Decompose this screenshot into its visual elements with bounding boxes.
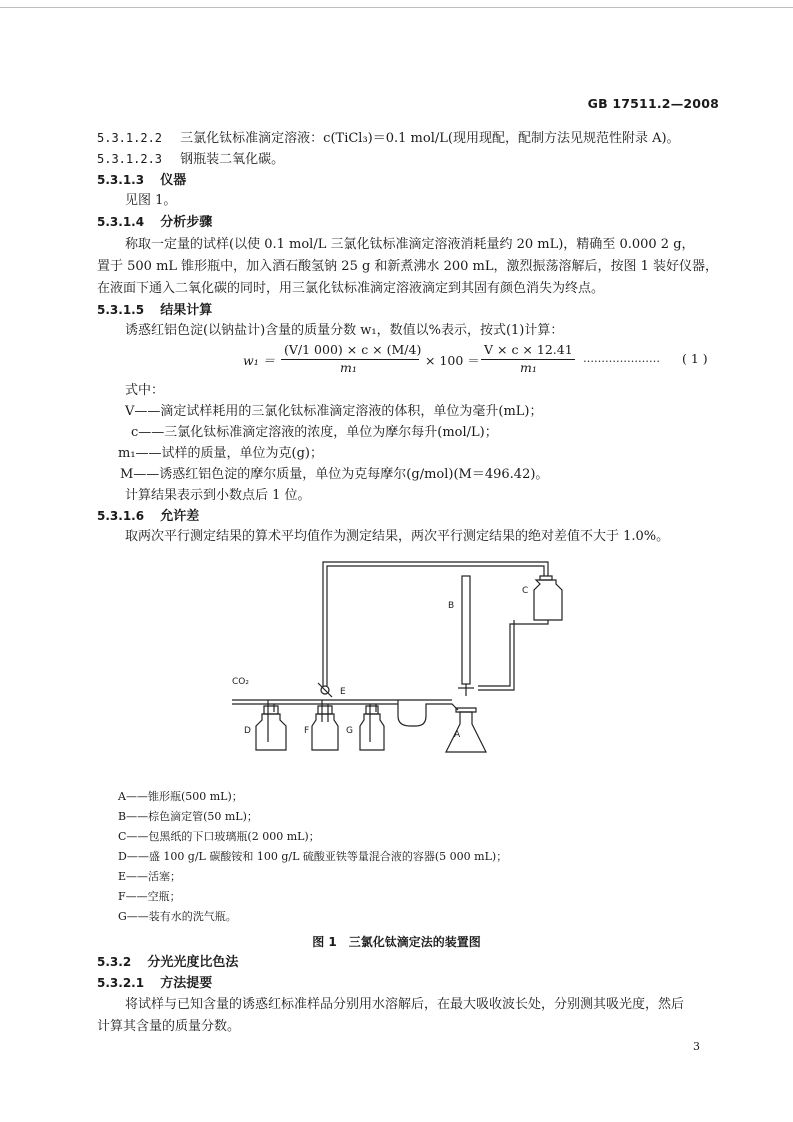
legend-item-G: G——装有水的洗气瓶。 bbox=[118, 910, 237, 923]
figure-label-D: D bbox=[244, 726, 251, 736]
definition-m1: m₁——试样的质量，单位为克(g)； bbox=[118, 446, 324, 461]
procedure-line-2: 置于 500 mL 锥形瓶中，加入酒石酸氢钠 25 g 和新煮沸水 200 mL，激烈振荡溶解后，按图 1 装好仪器， bbox=[97, 259, 719, 274]
figure-label-co2: CO₂ bbox=[232, 677, 249, 687]
clause-number: 5.3.2 bbox=[97, 955, 132, 969]
tolerance-text: 取两次平行测定结果的算术平均值作为测定结果，两次平行测定结果的绝对差值不大于 1.0%。 bbox=[125, 529, 670, 544]
legend-item-F: F——空瓶； bbox=[118, 890, 181, 903]
figure-label-B: B bbox=[448, 601, 455, 611]
formula-denominator-2: m₁ bbox=[520, 360, 537, 375]
standard-id: GB 17511.2—2008 bbox=[587, 96, 719, 111]
bottle-C bbox=[534, 580, 562, 620]
formula-times-100: × 100 ＝ bbox=[425, 353, 480, 368]
legend-item-C: C——包黑纸的下口玻璃瓶(2 000 mL)； bbox=[118, 830, 320, 843]
figure-label-G: G bbox=[346, 726, 353, 736]
figure-label-F: F bbox=[304, 726, 310, 736]
figure-label-E: E bbox=[340, 687, 346, 697]
flask-A bbox=[446, 712, 486, 752]
see-figure-text: 见图 1。 bbox=[125, 193, 177, 208]
clause-5-3-2-1 bbox=[97, 975, 212, 992]
clause-number: 5.3.1.3 bbox=[97, 173, 145, 187]
where-label: 式中： bbox=[125, 383, 165, 398]
clause-title: 仪器 bbox=[160, 173, 187, 188]
formula-numerator-1: (V/1 000) × c × (M/4) bbox=[284, 342, 422, 357]
clause-text: 三氯化钛标准滴定溶液：c(TiCl₃)＝0.1 mol/L(现用现配，配制方法见规范性附录 A)。 bbox=[180, 131, 680, 146]
definition-c: c——三氯化钛标准滴定溶液的浓度，单位为摩尔每升(mol/L)； bbox=[131, 425, 498, 440]
calculation-intro: 诱惑红铝色淀(以钠盐计)含量的质量分数 w₁，数值以%表示，按式(1)计算： bbox=[125, 323, 564, 338]
summary-line-1: 将试样与已知含量的诱惑红标准样品分别用水溶解后，在最大吸收波长处，分别测其吸光度，然后 bbox=[125, 997, 685, 1012]
definition-V: V——滴定试样耗用的三氯化钛标准滴定溶液的体积，单位为毫升(mL)； bbox=[125, 404, 543, 419]
procedure-line-3: 在液面下通入二氧化碳的同时，用三氯化钛标准滴定溶液滴定到其固有颜色消失为终点。 bbox=[97, 281, 605, 296]
legend-item-D: D——盛 100 g/L 碳酸铵和 100 g/L 硫酸亚铁等量混合液的容器(5 000 mL)； bbox=[118, 850, 508, 863]
bottle-D bbox=[256, 714, 286, 750]
legend-item-B: B——棕色滴定管(50 mL)； bbox=[118, 810, 258, 823]
formula-denominator-1: m₁ bbox=[340, 360, 357, 375]
summary-line-2: 计算其含量的质量分数。 bbox=[97, 1019, 241, 1034]
clause-number: 5.3.1.5 bbox=[97, 303, 145, 317]
clause-number: 5.3.1.4 bbox=[97, 215, 145, 229]
clause-title: 结果计算 bbox=[160, 303, 213, 318]
bottle-G bbox=[360, 714, 384, 750]
definition-M: M——诱惑红铝色淀的摩尔质量，单位为克每摩尔(g/mol)(M＝496.42)。 bbox=[120, 467, 549, 482]
figure-label-A: A bbox=[454, 730, 461, 740]
formula-numerator-2: V × c × 12.41 bbox=[484, 342, 573, 357]
clause-title: 允许差 bbox=[160, 509, 200, 524]
clause-5-3-2 bbox=[97, 954, 238, 971]
page-number: 3 bbox=[693, 1040, 700, 1053]
figure-label-C: C bbox=[522, 586, 529, 596]
gas-loop bbox=[398, 700, 458, 726]
clause-number: 5.3.1.2.3 bbox=[97, 152, 163, 166]
clause-number: 5.3.1.6 bbox=[97, 509, 145, 523]
clause-number: 5.3.1.2.2 bbox=[97, 131, 163, 145]
legend-item-A: A——锥形瓶(500 mL)； bbox=[118, 790, 243, 803]
clause-title: 分析步骤 bbox=[160, 215, 213, 230]
formula-leader-dots: ………………… bbox=[583, 352, 660, 365]
feed-tube bbox=[478, 620, 548, 686]
clause-title: 分光光度比色法 bbox=[147, 955, 239, 970]
bottle-F bbox=[312, 714, 338, 750]
procedure-line-1: 称取一定量的试样(以使 0.1 mol/L 三氯化钛标准滴定溶液消耗量约 20 mL)，精确至 0.000 2 g， bbox=[125, 237, 695, 252]
equation-number: ( 1 ) bbox=[682, 351, 708, 366]
clause-title: 方法提要 bbox=[160, 976, 213, 991]
burette-B bbox=[462, 576, 470, 684]
legend-item-E: E——活塞； bbox=[118, 870, 182, 883]
clause-number: 5.3.2.1 bbox=[97, 976, 145, 990]
formula-lhs: w₁ ＝ bbox=[243, 353, 276, 368]
clause-text: 钢瓶装二氧化碳。 bbox=[180, 152, 285, 167]
figure-caption: 图 1 三氯化钛滴定法的装置图 bbox=[312, 935, 481, 949]
rounding-note: 计算结果表示到小数点后 1 位。 bbox=[125, 488, 311, 503]
